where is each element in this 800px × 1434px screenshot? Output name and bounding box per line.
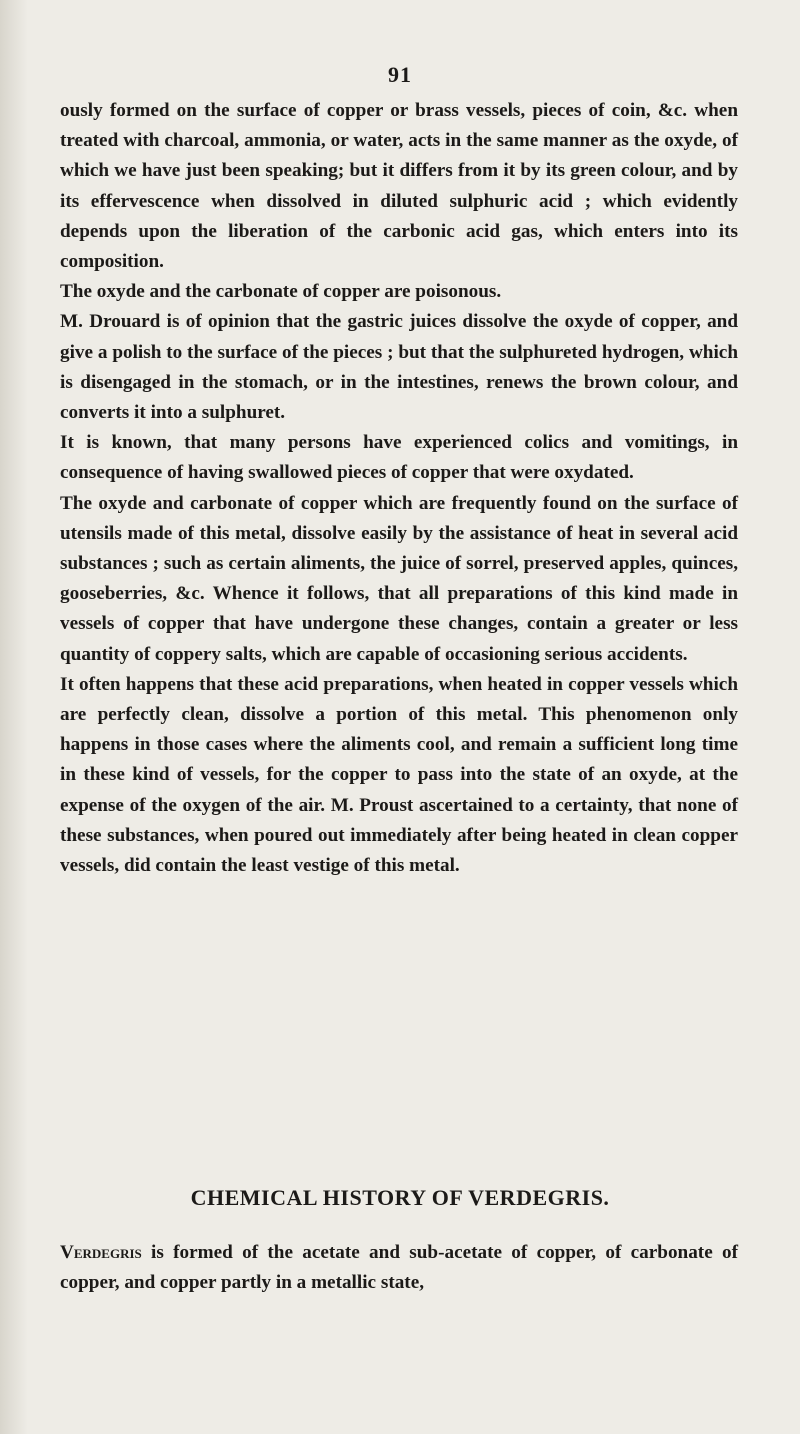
paragraph: The oxyde and carbonate of copper which are frequently found on the surface of utensils made of this metal, dissolve easily by the assistance of heat in several acid substances ; such as certain aliments, the juice of sorrel, preserved apples, quinces, gooseberries, &c. Whence it follows, that all preparations of this kind made in vessels of copper that have undergone these changes, contain a greater or less quantity of coppery salts, which are capable of occasioning serious accidents. (60, 492, 738, 665)
section-lead-word: Verdegris (60, 1242, 142, 1263)
section-opening-paragraph (60, 1238, 738, 1298)
paragraph: ously formed on the surface of copper or brass vessels, pieces of coin, &c. when treated with charcoal, ammonia, or water, acts in the same manner as the oxyde, of which we have just been speaking; but it differs from it by its green colour, and by its effervescence when dissolved in diluted sulphuric acid ; which evidently depends upon the liberation of the carbonic acid gas, which enters into its composition. (60, 100, 738, 273)
paragraph: M. Drouard is of opinion that the gastric juices dissolve the oxyde of copper, and give a polish to the surface of the pieces ; but that the sulphureted hydrogen, which is disengaged in the stomach, or in the intestines, renews the brown colour, and converts it into a sulphuret. (60, 311, 738, 424)
paragraph: It is known, that many persons have experienced colics and vomitings, in consequence of having swallowed pieces of copper that were oxydated. (60, 432, 738, 484)
paragraph: The oxyde and the carbonate of copper are poisonous. (60, 281, 502, 303)
section-lead-text: is formed of the acetate and sub-acetate of copper, of carbonate of copper, and copper partly in a metallic state, (60, 1242, 738, 1294)
page-edge-shadow (0, 0, 28, 1434)
paragraph: It often happens that these acid preparations, when heated in copper vessels which are perfectly clean, dissolve a portion of this metal. This phenomenon only happens in those cases where the aliments cool, and remain a sufficient long time in these kind of vessels, for the copper to pass into the state of an oxyde, at the expense of the oxygen of the air. M. Proust ascertained to a certainty, that none of these substances, when poured out immediately after being heated in clean copper vessels, did contain the least vestige of this metal. (60, 673, 738, 877)
section-heading: CHEMICAL HISTORY OF VERDEGRIS. (190, 1185, 610, 1210)
page-number: 91 (388, 62, 412, 87)
body-text (60, 96, 738, 881)
